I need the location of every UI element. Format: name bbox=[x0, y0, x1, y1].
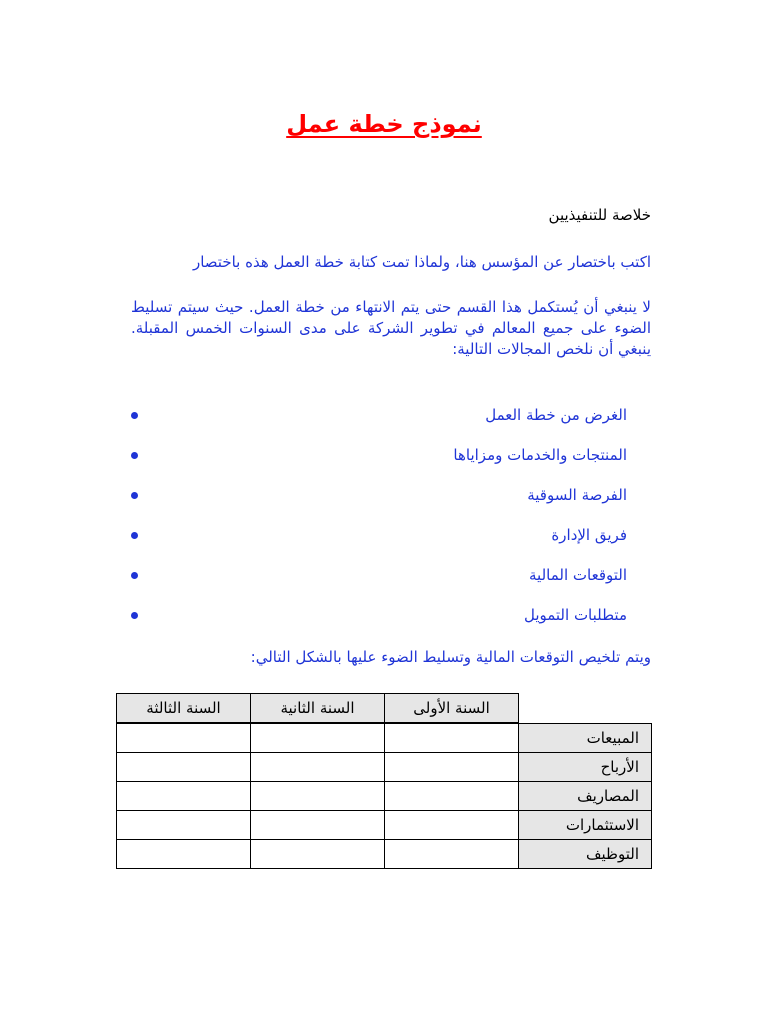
bullet-text: الفرصة السوقية bbox=[527, 486, 627, 504]
column-header-year-1: السنة الأولى bbox=[384, 693, 519, 723]
bullet-text: الغرض من خطة العمل bbox=[485, 406, 627, 424]
table-cell bbox=[250, 839, 385, 869]
lead-text: اكتب باختصار عن المؤسس هنا، ولماذا تمت كتابة خطة العمل هذه باختصار bbox=[192, 253, 651, 271]
row-label-profits: الأرباح bbox=[518, 752, 652, 782]
summary-text: ويتم تلخيص التوقعات المالية وتسليط الضوء عليها بالشكل التالي: bbox=[250, 648, 651, 666]
table-cell bbox=[384, 723, 519, 753]
table-cell bbox=[384, 810, 519, 840]
table-cell bbox=[116, 781, 251, 811]
bullet-dot-icon bbox=[131, 412, 138, 419]
list-item bbox=[131, 475, 651, 515]
table-cell bbox=[250, 810, 385, 840]
list-item bbox=[131, 595, 651, 635]
bullet-text: التوقعات المالية bbox=[529, 566, 627, 584]
bullet-text: فريق الإدارة bbox=[551, 526, 627, 544]
table-cell bbox=[116, 839, 251, 869]
list-item bbox=[131, 395, 651, 435]
table-cell bbox=[384, 781, 519, 811]
row-label-expenses: المصاريف bbox=[518, 781, 652, 811]
bullet-list bbox=[131, 395, 651, 635]
column-header-year-3: السنة الثالثة bbox=[116, 693, 251, 723]
page-title: نموذج خطة عمل bbox=[286, 110, 482, 138]
table-cell bbox=[384, 839, 519, 869]
bullet-text: المنتجات والخدمات ومزاياها bbox=[453, 446, 627, 464]
table-cell bbox=[250, 781, 385, 811]
list-item bbox=[131, 555, 651, 595]
financial-table bbox=[116, 693, 652, 869]
bullet-dot-icon bbox=[131, 452, 138, 459]
bullet-dot-icon bbox=[131, 492, 138, 499]
row-label-investments: الاستثمارات bbox=[518, 810, 652, 840]
body-paragraph: لا ينبغي أن يُستكمل هذا القسم حتى يتم الانتهاء من خطة العمل. حيث سيتم تسليط الضوء على جميع المعالم في تطوير الشركة على مدى السنوات الخمس المقبلة. ينبغي أن نلخص المجالات التالية: bbox=[131, 298, 651, 358]
bullet-dot-icon bbox=[131, 612, 138, 619]
table-cell bbox=[250, 723, 385, 753]
bullet-dot-icon bbox=[131, 572, 138, 579]
list-item bbox=[131, 435, 651, 475]
table-cell bbox=[116, 723, 251, 753]
bullet-dot-icon bbox=[131, 532, 138, 539]
bullet-text: متطلبات التمويل bbox=[523, 606, 627, 624]
table-cell bbox=[116, 810, 251, 840]
table-cell bbox=[250, 752, 385, 782]
section-heading: خلاصة للتنفيذيين bbox=[548, 206, 651, 224]
table-cell bbox=[384, 752, 519, 782]
list-item bbox=[131, 515, 651, 555]
table-cell bbox=[116, 752, 251, 782]
row-label-hiring: التوظيف bbox=[518, 839, 652, 869]
row-label-sales: المبيعات bbox=[518, 723, 652, 753]
column-header-year-2: السنة الثانية bbox=[250, 693, 385, 723]
